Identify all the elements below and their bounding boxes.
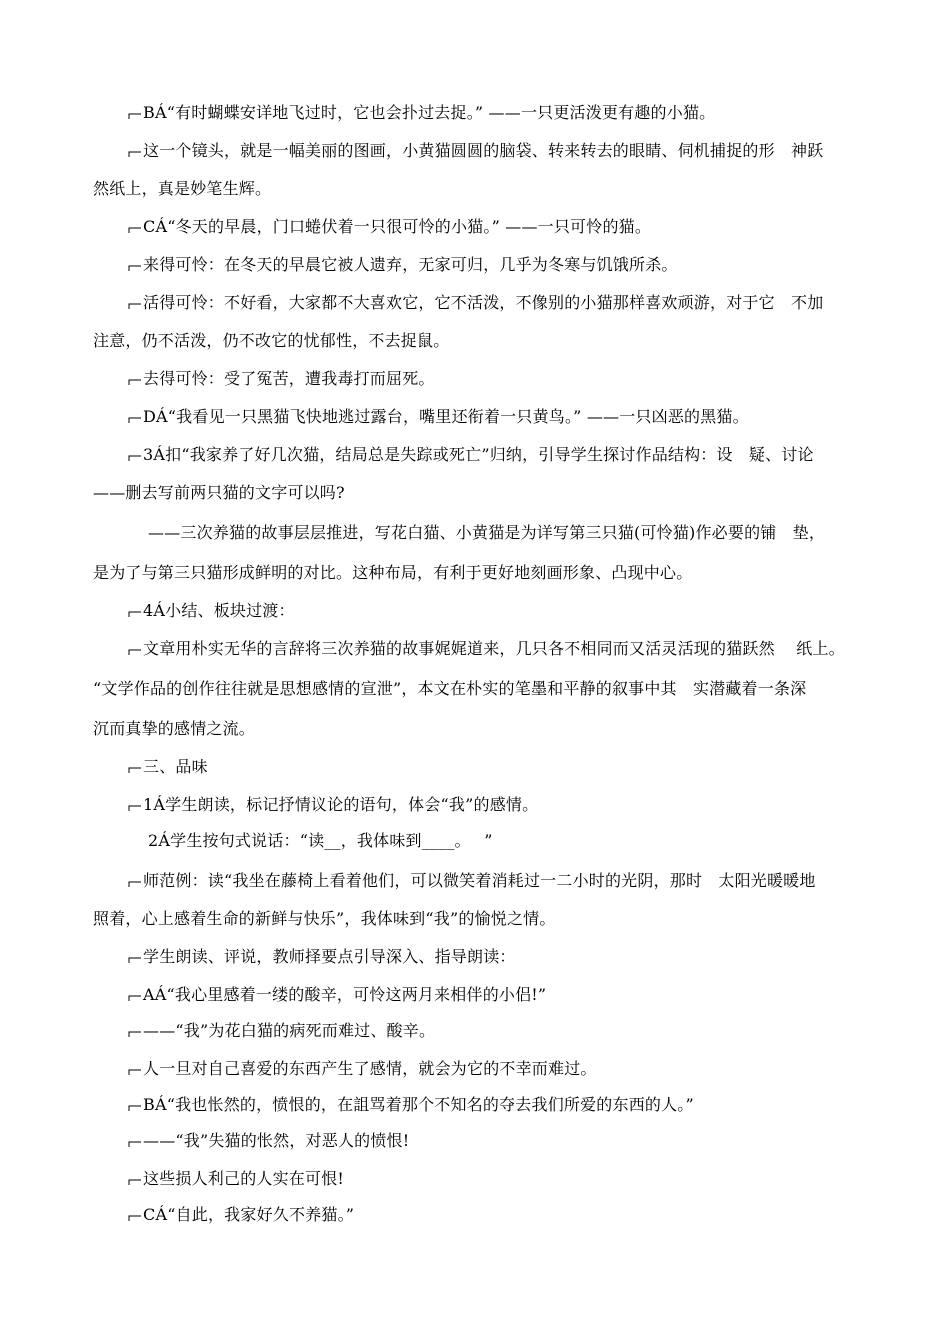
paragraph-line bbox=[128, 984, 546, 1006]
paragraph-line bbox=[128, 254, 678, 276]
line-text: AÁ“我心里感着一缕的酸辛，可怜这两月来相伴的小侣!” bbox=[143, 985, 547, 1004]
line-text: BÁ“我也怅然的，愤恨的，在詛骂着那个不知名的夺去我们所爱的东西的人。” bbox=[143, 1095, 694, 1114]
line-text: 3Á扣“我家养了好几次猫，结局总是失踪或死亡”归纳，引导学生探讨作品结构：设 疑、讨论 bbox=[143, 445, 814, 464]
paragraph-mark-icon bbox=[128, 765, 142, 774]
paragraph-mark-icon bbox=[128, 1139, 142, 1148]
paragraph-line bbox=[128, 638, 845, 660]
paragraph-mark-icon bbox=[128, 111, 142, 120]
line-text: DÁ“我看见一只黑猫飞快地逃过露台，嘴里还衔着一只黄鸟。” ——一只凶恶的黑猫。 bbox=[143, 407, 749, 426]
line-text: 这些损人利己的人实在可恨! bbox=[143, 1169, 345, 1188]
paragraph-line bbox=[128, 292, 823, 314]
line-text: ——三次养猫的故事层层推进，写花白猫、小黄猫是为详写第三只猫(可怜猫)作必要的铺 垫， bbox=[148, 523, 826, 542]
line-text: 去得可怜：受了冤苦，遭我毒打而屈死。 bbox=[143, 369, 435, 388]
paragraph-line bbox=[93, 562, 692, 584]
paragraph-line bbox=[128, 600, 295, 622]
paragraph-line bbox=[128, 406, 749, 428]
paragraph-line bbox=[93, 330, 449, 352]
paragraph-mark-icon bbox=[128, 803, 142, 812]
paragraph-line bbox=[128, 1020, 435, 1042]
paragraph-mark-icon bbox=[128, 647, 142, 656]
paragraph-mark-icon bbox=[128, 453, 142, 462]
paragraph-line bbox=[128, 1130, 409, 1152]
line-text: “文学作品的创作往往就是思想感情的宣泄”，本文在朴实的笔墨和平静的叙事中其 实潜藏着一条深 bbox=[93, 679, 807, 698]
line-text: 照着，心上感着生命的新鲜与快乐”，我体味到“我”的愉悦之情。 bbox=[93, 909, 556, 928]
line-text: CÁ“自此，我家好久不养猫。” bbox=[143, 1205, 355, 1224]
paragraph-mark-icon bbox=[128, 377, 142, 386]
paragraph-mark-icon bbox=[128, 301, 142, 310]
paragraph-line bbox=[93, 482, 345, 504]
paragraph-mark-icon bbox=[128, 1029, 142, 1038]
paragraph-mark-icon bbox=[128, 415, 142, 424]
paragraph-line bbox=[148, 830, 493, 852]
paragraph-mark-icon bbox=[128, 879, 142, 888]
paragraph-mark-icon bbox=[128, 1103, 142, 1112]
paragraph-line bbox=[128, 1204, 354, 1226]
paragraph-mark-icon bbox=[128, 1213, 142, 1222]
line-text: 活得可怜：不好看，大家都不大喜欢它，它不活泼，不像别的小猫那样喜欢顽游，对于它 不加 bbox=[143, 293, 824, 312]
paragraph-line bbox=[128, 140, 823, 162]
paragraph-line bbox=[128, 1168, 344, 1190]
paragraph-line bbox=[128, 216, 651, 238]
line-text: BÁ“有时蝴蝶安详地飞过时，它也会扑过去捉。” ——一只更活泼更有趣的小猫。 bbox=[143, 103, 716, 122]
paragraph-mark-icon bbox=[128, 955, 142, 964]
line-text: 文章用朴实无华的言辞将三次养猫的故事娓娓道来，几只各不相同而又活灵活现的猫跃然 纸上。 bbox=[143, 639, 845, 658]
line-text: 1Á学生朗读，标记抒情议论的语句，体会“我”的感情。 bbox=[143, 795, 539, 814]
paragraph-line bbox=[128, 1094, 694, 1116]
paragraph-mark-icon bbox=[128, 225, 142, 234]
line-text: 三、品味 bbox=[143, 757, 208, 776]
paragraph-line bbox=[128, 102, 715, 124]
paragraph-line bbox=[128, 870, 816, 892]
line-text: 然纸上，真是妙笔生辉。 bbox=[93, 179, 272, 198]
line-text: 来得可怜：在冬天的早晨它被人遗弃，无家可归，几乎为冬寒与饥饿所杀。 bbox=[143, 255, 678, 274]
paragraph-line bbox=[93, 178, 271, 200]
line-text: 4Á小结、板块过渡： bbox=[143, 601, 295, 620]
line-text: 2Á学生按句式说话：“读__，我体味到____。 ” bbox=[148, 831, 493, 850]
paragraph-mark-icon bbox=[128, 1177, 142, 1186]
paragraph-line bbox=[93, 678, 806, 700]
line-text: 师范例：读“我坐在藤椅上看着他们，可以微笑着消耗过一二小时的光阴，那时 太阳光暖暖地 bbox=[143, 871, 816, 890]
paragraph-line bbox=[128, 368, 435, 390]
line-text: CÁ“冬天的早晨，门口蜷伏着一只很可怜的小猫。” ——一只可怜的猫。 bbox=[143, 217, 652, 236]
line-text: ——“我”为花白猫的病死而难过、酸辛。 bbox=[143, 1021, 436, 1040]
paragraph-mark-icon bbox=[128, 149, 142, 158]
paragraph-mark-icon bbox=[128, 263, 142, 272]
paragraph-mark-icon bbox=[128, 609, 142, 618]
paragraph-mark-icon bbox=[128, 1067, 142, 1076]
paragraph-line bbox=[148, 522, 825, 544]
line-text: 注意，仍不活泼，仍不改它的忧郁性，不去捉鼠。 bbox=[93, 331, 450, 350]
paragraph-line bbox=[128, 794, 538, 816]
line-text: 这一个镜头，就是一幅美丽的图画，小黄猫圆圆的脑袋、转来转去的眼睛、伺机捕捉的形 神跃 bbox=[143, 141, 824, 160]
paragraph-line bbox=[128, 444, 814, 466]
paragraph-line bbox=[128, 1058, 597, 1080]
line-text: 是为了与第三只猫形成鲜明的对比。这种布局，有利于更好地刻画形象、凸现中心。 bbox=[93, 563, 693, 582]
line-text: 学生朗读、评说，教师择要点引导深入、指导朗读： bbox=[143, 947, 516, 966]
paragraph-line bbox=[93, 718, 255, 740]
paragraph-line bbox=[93, 908, 556, 930]
line-text: ——删去写前两只猫的文字可以吗? bbox=[93, 483, 345, 502]
paragraph-line bbox=[128, 946, 516, 968]
paragraph-mark-icon bbox=[128, 993, 142, 1002]
line-text: 沉而真挚的感情之流。 bbox=[93, 719, 256, 738]
line-text: ——“我”失猫的怅然，对恶人的愤恨! bbox=[143, 1131, 410, 1150]
line-text: 人一旦对自己喜爱的东西产生了感情，就会为它的不幸而难过。 bbox=[143, 1059, 597, 1078]
paragraph-line bbox=[128, 756, 208, 778]
